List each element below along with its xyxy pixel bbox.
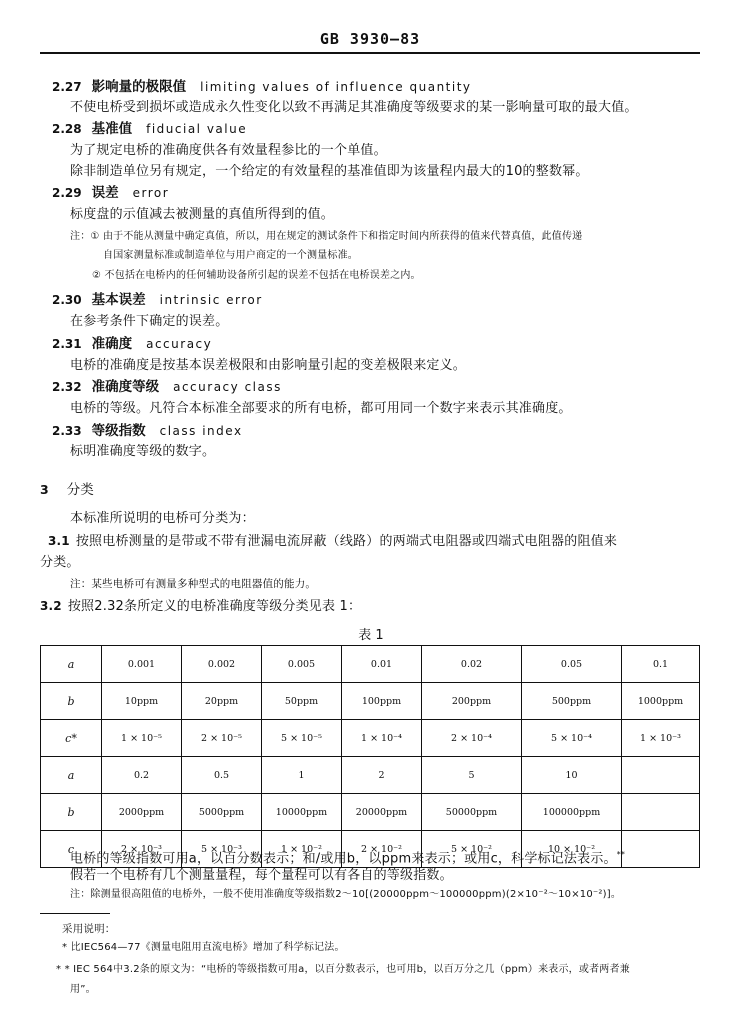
footnote-mark: ** — [616, 850, 626, 859]
term-2-28-definition-2: 除非制造单位另有规定，一个给定的有效量程的基准值即为该量程内最大的10的整数幂。 — [70, 164, 589, 179]
term-2-27 — [52, 79, 472, 95]
table-row — [41, 683, 700, 720]
table-cell: 5000ppm — [182, 794, 262, 831]
term-cn: 基准值 — [91, 121, 133, 137]
row-header: a — [41, 757, 102, 794]
term-cn: 准确度 — [91, 336, 133, 352]
footnote-2: * * IEC 564中3.2条的原文为：“电桥的等级指数可用a，以百分数表示，也可用b，以百万分之几（ppm）来表示，或者两者兼 — [56, 964, 630, 975]
section-number: 3 — [40, 482, 49, 497]
class-index-explanation — [70, 847, 625, 867]
table-cell: 0.2 — [102, 757, 182, 794]
note-1-cont: 自国家测量标准或制造单位与用户商定的一个测量标准。 — [103, 250, 358, 261]
table-cell: 5 × 10⁻³ — [182, 831, 262, 868]
table-cell: 50ppm — [262, 683, 342, 720]
table-cell: 0.01 — [342, 646, 422, 683]
table-cell: 2 × 10⁻⁴ — [422, 720, 522, 757]
term-en: limiting values of influence quantity — [200, 80, 472, 94]
term-cn: 等级指数 — [91, 423, 146, 439]
section-3-heading — [40, 482, 94, 499]
table-cell: 2 × 10⁻⁵ — [182, 720, 262, 757]
page-header — [40, 26, 700, 54]
paragraph-text: 按照电桥测量的是带或不带有泄漏电流屏蔽（线路）的两端式电阻器或四端式电阻器的阻值来 — [75, 534, 618, 549]
table-cell: 1000ppm — [622, 683, 700, 720]
term-2-32 — [52, 379, 282, 395]
row-header: b — [41, 683, 102, 720]
term-en: class index — [159, 424, 243, 438]
section-3-intro: 本标准所说明的电桥可分类为： — [70, 511, 255, 526]
term-2-28 — [52, 121, 247, 137]
term-2-27-definition: 不使电桥受到损坏或造成永久性变化以致不再满足其准确度等级要求的某一影响量可取的最大值。 — [70, 100, 638, 115]
table-cell: 5 — [422, 757, 522, 794]
paragraph-text: 按照2.32条所定义的电桥准确度等级分类见表 1： — [67, 599, 362, 614]
table-cell: 20ppm — [182, 683, 262, 720]
term-2-28-definition: 为了规定电桥的准确度供各有效量程参比的一个单值。 — [70, 143, 387, 158]
table-row — [41, 794, 700, 831]
term-number: 2.29 — [52, 186, 82, 200]
table-row — [41, 757, 700, 794]
term-number: 2.31 — [52, 337, 82, 351]
table-cell: 0.002 — [182, 646, 262, 683]
term-2-29 — [52, 185, 169, 201]
row-header: b — [41, 794, 102, 831]
table-cell: 0.02 — [422, 646, 522, 683]
row-header: c* — [41, 720, 102, 757]
table-cell: 100ppm — [342, 683, 422, 720]
table-row — [41, 646, 700, 683]
term-number: 2.33 — [52, 424, 82, 438]
term-en: accuracy — [146, 337, 213, 351]
table-note: 注：除测量很高阻值的电桥外，一般不使用准确度等级指数2～10[(20000ppm～100000ppm)(2×10⁻²～10×10⁻²)]。 — [70, 889, 622, 900]
table-cell: 1 × 10⁻⁵ — [102, 720, 182, 757]
table-cell: 1 — [262, 757, 342, 794]
standard-number: GB 3930—83 — [319, 30, 421, 48]
table-caption: 表 1 — [358, 628, 384, 643]
term-number: 2.30 — [52, 293, 82, 307]
section-title: 分类 — [66, 482, 94, 498]
term-en: intrinsic error — [159, 293, 263, 307]
term-number: 2.27 — [52, 80, 82, 94]
note-3-1: 注：某些电桥可有测量多种型式的电阻器值的能力。 — [70, 578, 317, 590]
table-cell: 10 — [522, 757, 622, 794]
table-cell: 100000ppm — [522, 794, 622, 831]
table-cell: 5 × 10⁻⁴ — [522, 720, 622, 757]
table-cell: 10ppm — [102, 683, 182, 720]
explanation-text: 电桥的等级指数可用a，以百分数表示；和/或用b，以ppm来表示；或用c，科学标记法表示。 — [70, 851, 617, 867]
term-en: fiducial value — [146, 122, 248, 136]
table-cell-empty — [622, 757, 700, 794]
table-cell: 200ppm — [422, 683, 522, 720]
table-cell: 20000ppm — [342, 794, 422, 831]
table-cell: 1 × 10⁻⁴ — [342, 720, 422, 757]
term-cn: 基本误差 — [91, 292, 146, 308]
table-cell: 5 × 10⁻² — [422, 831, 522, 868]
table-cell: 10000ppm — [262, 794, 342, 831]
footnote-2-cont: 用”。 — [70, 984, 96, 995]
table-cell: 1 × 10⁻² — [262, 831, 342, 868]
table-row — [41, 720, 700, 757]
term-cn: 影响量的极限值 — [91, 79, 187, 95]
paragraph-3-1 — [48, 533, 617, 550]
table-cell-empty — [622, 831, 700, 868]
term-2-29-definition: 标度盘的示值减去被测量的真值所得到的值。 — [70, 207, 335, 222]
note-2: ② 不包括在电桥内的任何辅助设备所引起的误差不包括在电桥误差之内。 — [92, 270, 421, 281]
table-cell: 5 × 10⁻⁵ — [262, 720, 342, 757]
term-cn: 误差 — [91, 185, 119, 201]
table-cell: 2 × 10⁻² — [342, 831, 422, 868]
table-cell: 0.5 — [182, 757, 262, 794]
term-en: error — [132, 186, 170, 200]
footnote-divider — [40, 913, 110, 914]
table-cell: 0.001 — [102, 646, 182, 683]
note-1: 注：① 由于不能从测量中确定真值，所以，用在规定的测试条件下和指定时间内所获得的值来代替真值，此值传递 — [70, 231, 583, 242]
table-cell: 2000ppm — [102, 794, 182, 831]
multi-range-explanation: 假若一个电桥有几个测量量程，每个量程可以有各自的等级指数。 — [70, 868, 453, 883]
table-cell: 10 × 10⁻² — [522, 831, 622, 868]
table-cell: 0.05 — [522, 646, 622, 683]
term-2-33 — [52, 423, 243, 439]
table-cell: 2 × 10⁻³ — [102, 831, 182, 868]
table-cell: 1 × 10⁻³ — [622, 720, 700, 757]
table-cell: 0.1 — [622, 646, 700, 683]
footnote-heading: 采用说明： — [62, 923, 116, 935]
table-cell-empty — [622, 794, 700, 831]
paragraph-3-2 — [40, 598, 361, 615]
term-cn: 准确度等级 — [91, 379, 160, 395]
paragraph-number: 3.1 — [48, 534, 70, 548]
term-2-30 — [52, 292, 263, 308]
paragraph-number: 3.2 — [40, 599, 62, 613]
term-2-30-definition: 在参考条件下确定的误差。 — [70, 314, 229, 329]
table-cell: 50000ppm — [422, 794, 522, 831]
term-2-31 — [52, 336, 212, 352]
footnote-1: * 比IEC564—77《测量电阻用直流电桥》增加了科学标记法。 — [62, 942, 345, 953]
paragraph-3-1-cont: 分类。 — [40, 555, 80, 570]
term-2-33-definition: 标明准确度等级的数字。 — [70, 444, 216, 459]
table-cell: 0.005 — [262, 646, 342, 683]
table-cell: 500ppm — [522, 683, 622, 720]
accuracy-class-table — [40, 645, 700, 868]
term-number: 2.28 — [52, 122, 82, 136]
row-header: c — [41, 831, 102, 868]
term-number: 2.32 — [52, 380, 82, 394]
term-en: accuracy class — [173, 380, 282, 394]
term-2-32-definition: 电桥的等级。凡符合本标准全部要求的所有电桥，都可用同一个数字来表示其准确度。 — [70, 401, 572, 416]
term-2-31-definition: 电桥的准确度是按基本误差极限和由影响量引起的变差极限来定义。 — [70, 358, 467, 373]
row-header: a — [41, 646, 102, 683]
table-cell: 2 — [342, 757, 422, 794]
